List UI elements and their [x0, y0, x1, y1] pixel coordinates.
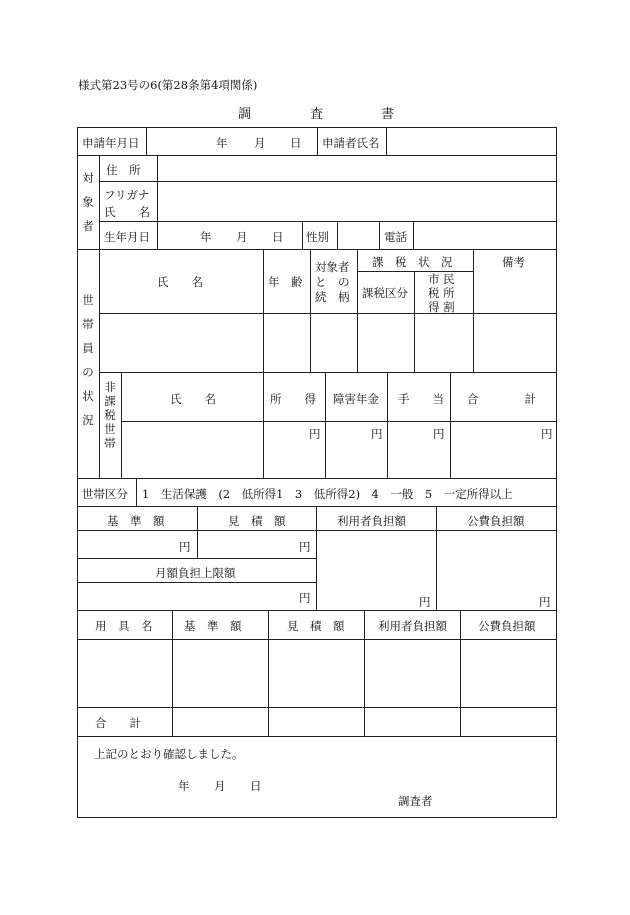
- rule: [157, 155, 158, 221]
- birth-month: 月: [236, 230, 248, 244]
- rule: [387, 372, 388, 478]
- equipment-standard-label: 基 準 額: [184, 619, 242, 633]
- household-class-options: 1 生活保護 (2 低所得1 3 低所得2) 4 一般 5 一定所得以上: [142, 487, 513, 501]
- rule: [172, 610, 173, 736]
- rule: [317, 127, 318, 155]
- rule: [413, 221, 414, 249]
- application-month: 月: [254, 136, 266, 150]
- rule: [136, 478, 137, 506]
- title-char-2: 査: [310, 107, 324, 122]
- rule: [263, 372, 264, 478]
- phone-label: 電話: [384, 230, 407, 244]
- application-day: 日: [290, 136, 302, 150]
- rule: [337, 221, 338, 249]
- user-burden-label: 利用者負担額: [337, 514, 406, 528]
- gender-label: 性別: [306, 230, 329, 244]
- furigana-label: フリガナ: [104, 188, 150, 202]
- city-tax-line1: 市 民: [428, 272, 455, 286]
- rule: [77, 249, 557, 250]
- rule: [357, 271, 473, 272]
- rule: [450, 372, 451, 478]
- rule: [77, 610, 557, 611]
- equipment-total-label: 合 計: [95, 716, 141, 730]
- equipment-user-burden-label: 利用者負担額: [378, 619, 447, 633]
- standard-amount-label: 基 準 額: [107, 514, 165, 528]
- application-year: 年: [216, 136, 228, 150]
- city-tax-line3: 得 割: [428, 300, 455, 314]
- rule: [414, 271, 415, 372]
- relation-header-line1: 対象者: [315, 260, 350, 274]
- equipment-name-label: 用 具 名: [95, 619, 153, 633]
- investigator-label: 調査者: [398, 794, 433, 808]
- tax-status-header: 課 税 状 況: [372, 255, 453, 269]
- rule: [77, 558, 317, 559]
- rule: [263, 249, 264, 372]
- application-date-label: 申請年月日: [82, 136, 140, 150]
- rule: [436, 506, 437, 610]
- rule: [157, 221, 158, 249]
- title-char-3: 書: [381, 107, 395, 122]
- rule: [77, 155, 557, 156]
- disability-pension-header: 障害年金: [333, 392, 379, 406]
- birth-year: 年: [200, 230, 212, 244]
- monthly-limit-label: 月額負担上限額: [155, 566, 236, 580]
- rule: [460, 610, 461, 736]
- confirmation-month: 月: [214, 779, 226, 793]
- monthly-limit-yen: 円: [299, 591, 311, 605]
- rule: [121, 372, 122, 478]
- rule: [77, 478, 557, 479]
- nontax-name-header: 氏 名: [170, 392, 216, 406]
- rule: [473, 249, 474, 372]
- applicant-name-label: 申請者氏名: [322, 136, 380, 150]
- rule: [77, 506, 557, 507]
- member-name-header: 氏 名: [157, 275, 203, 289]
- rule: [77, 582, 317, 583]
- subject-side-label: 対象者: [82, 171, 94, 233]
- rule: [325, 372, 326, 478]
- relation-header-line2: と の: [315, 275, 350, 289]
- rule: [310, 249, 311, 372]
- rule: [99, 372, 557, 373]
- equipment-public-burden-label: 公費負担額: [478, 619, 536, 633]
- non-taxable-side-label: 非課税世帯: [104, 380, 116, 450]
- rule: [77, 736, 557, 737]
- rule: [146, 127, 147, 155]
- estimate-amount-label: 見 積 額: [228, 514, 286, 528]
- allowance-yen: 円: [433, 427, 445, 441]
- relation-header-line3: 続 柄: [315, 290, 350, 304]
- rule: [357, 249, 358, 372]
- income-yen: 円: [309, 427, 321, 441]
- birth-day: 日: [272, 230, 284, 244]
- rule: [99, 313, 557, 314]
- estimate-yen: 円: [299, 540, 311, 554]
- income-header: 所 得: [270, 392, 316, 406]
- rule: [386, 127, 387, 155]
- rule: [99, 249, 100, 478]
- total-yen: 円: [541, 427, 553, 441]
- allowance-header: 手 当: [398, 392, 444, 406]
- rule: [379, 221, 380, 249]
- household-side-label: 世帯員の状況: [82, 293, 94, 427]
- rule: [121, 421, 557, 422]
- subject-name-label: 氏 名: [104, 205, 150, 219]
- rule: [77, 530, 557, 531]
- total-header: 合 計: [467, 392, 536, 406]
- rule: [364, 610, 365, 736]
- form-number: 様式第23号の6(第28条第4項関係): [78, 78, 258, 92]
- household-class-label: 世帯区分: [82, 487, 128, 501]
- standard-yen: 円: [179, 540, 191, 554]
- confirmation-statement: 上記のとおり確認しました。: [94, 747, 244, 761]
- address-label: 住 所: [106, 163, 141, 177]
- title-char-1: 調: [238, 107, 252, 122]
- rule: [302, 221, 303, 249]
- rule: [99, 181, 557, 182]
- tax-class-header: 課税区分: [362, 286, 408, 300]
- public-burden-yen: 円: [539, 595, 551, 609]
- city-tax-line2: 税 所: [428, 286, 455, 300]
- birth-date-label: 生年月日: [104, 230, 150, 244]
- age-header: 年 齢: [268, 275, 303, 289]
- rule: [77, 639, 557, 640]
- rule: [268, 610, 269, 736]
- rule: [197, 506, 198, 558]
- confirmation-year: 年: [178, 779, 190, 793]
- user-burden-yen: 円: [419, 595, 431, 609]
- confirmation-day: 日: [250, 779, 262, 793]
- remarks-header: 備考: [502, 255, 525, 269]
- rule: [99, 155, 100, 249]
- rule: [99, 221, 557, 222]
- pension-yen: 円: [371, 427, 383, 441]
- public-burden-label: 公費負担額: [467, 514, 525, 528]
- equipment-estimate-label: 見 積 額: [287, 619, 345, 633]
- rule: [77, 707, 557, 708]
